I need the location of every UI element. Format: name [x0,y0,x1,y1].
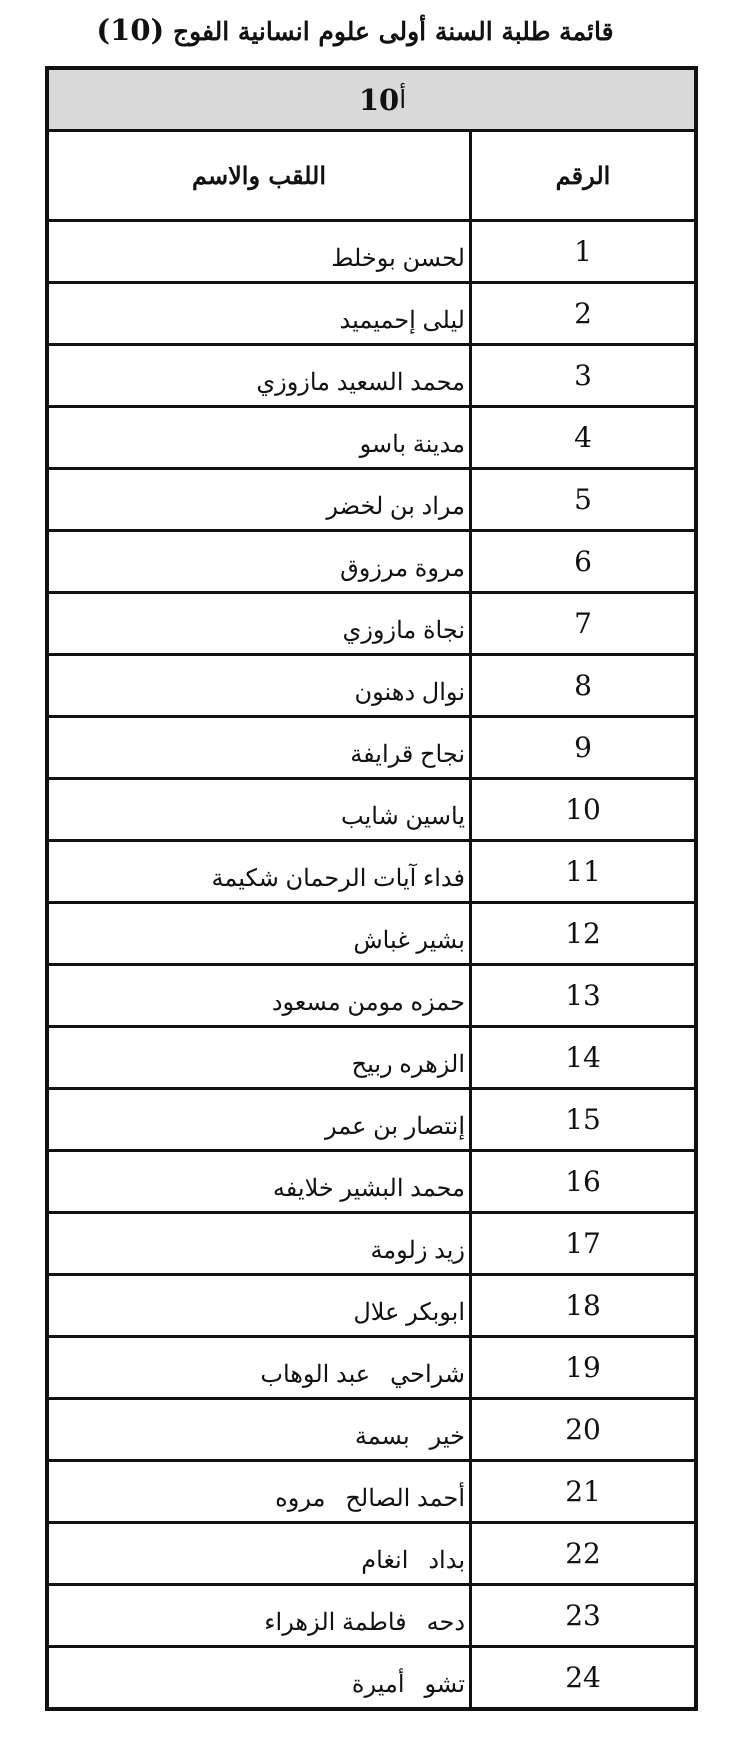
student-number: 19 [469,1338,694,1397]
student-name: بداد انغام [361,1547,465,1574]
table-row [49,1586,694,1648]
student-name: زيد زلومة [370,1237,465,1264]
student-number: 3 [469,346,694,405]
table-row [49,718,694,780]
group-header-row [49,70,694,132]
table-row [49,1152,694,1214]
student-number: 2 [469,284,694,343]
student-number: 7 [469,594,694,653]
student-name: تشو أميرة [351,1671,465,1698]
student-name: نجاة مازوزي [342,617,465,644]
page-title-text: قائمة طلبة السنة أولى علوم انسانية الفوج [172,17,614,46]
student-number: 10 [469,780,694,839]
student-rows [49,222,694,1707]
student-number: 16 [469,1152,694,1211]
page-title-group-number: (10) [96,13,165,47]
student-number: 5 [469,470,694,529]
student-number: 18 [469,1276,694,1335]
student-number: 21 [469,1462,694,1521]
student-number: 6 [469,532,694,591]
student-name: مراد بن لخضر [326,493,465,520]
group-letter: أ [399,85,407,114]
student-name: محمد البشير خلايفه [272,1175,465,1202]
table-row [49,222,694,284]
table-row [49,656,694,718]
student-number: 8 [469,656,694,715]
student-name: نجاح قرايفة [350,741,465,768]
table-row [49,1276,694,1338]
student-name: فداء آيات الرحمان شكيمة [211,865,465,892]
student-number: 20 [469,1400,694,1459]
student-name: حمزه مومن مسعود [271,989,465,1016]
table-row [49,1400,694,1462]
column-header-row [49,132,694,222]
table-row [49,1028,694,1090]
table-row [49,1090,694,1152]
table-row [49,532,694,594]
student-number: 11 [469,842,694,901]
student-roster-table [45,66,698,1711]
table-row [49,1648,694,1707]
table-row [49,1338,694,1400]
table-row [49,1524,694,1586]
student-name: ياسين شايب [341,803,465,830]
student-name: ليلى إحميميد [339,307,465,334]
student-number: 15 [469,1090,694,1149]
column-header-name: اللقب والاسم [192,161,327,190]
student-name: ابوبكر علال [353,1299,465,1326]
table-row [49,1462,694,1524]
student-name: مدينة باسو [359,431,465,458]
student-name: الزهره ربيح [351,1051,465,1078]
group-number: 10 [358,82,400,117]
table-row [49,346,694,408]
student-number: 17 [469,1214,694,1273]
table-row [49,780,694,842]
student-name: دحه فاطمة الزهراء [264,1609,465,1636]
column-header-number: الرقم [469,132,694,219]
student-name: أحمد الصالح مروه [275,1485,465,1512]
table-row [49,1214,694,1276]
student-name: محمد السعيد مازوزي [256,369,465,396]
student-name: إنتصار بن عمر [324,1113,465,1140]
student-name: لحسن بوخلط [331,245,465,272]
student-number: 4 [469,408,694,467]
table-row [49,842,694,904]
table-row [49,408,694,470]
student-number: 22 [469,1524,694,1583]
table-row [49,594,694,656]
table-row [49,470,694,532]
table-row [49,904,694,966]
student-number: 14 [469,1028,694,1087]
table-row [49,966,694,1028]
student-number: 9 [469,718,694,777]
student-number: 23 [469,1586,694,1645]
page-title [40,10,670,52]
student-number: 12 [469,904,694,963]
student-name: خير بسمة [354,1423,465,1450]
student-number: 1 [469,222,694,281]
student-name: مروة مرزوق [340,555,465,582]
student-number: 13 [469,966,694,1025]
table-row [49,284,694,346]
student-number: 24 [469,1648,694,1707]
student-name: نوال دهنون [354,679,465,706]
student-name: بشير غباش [353,927,465,954]
student-name: شراحي عبد الوهاب [260,1361,465,1388]
